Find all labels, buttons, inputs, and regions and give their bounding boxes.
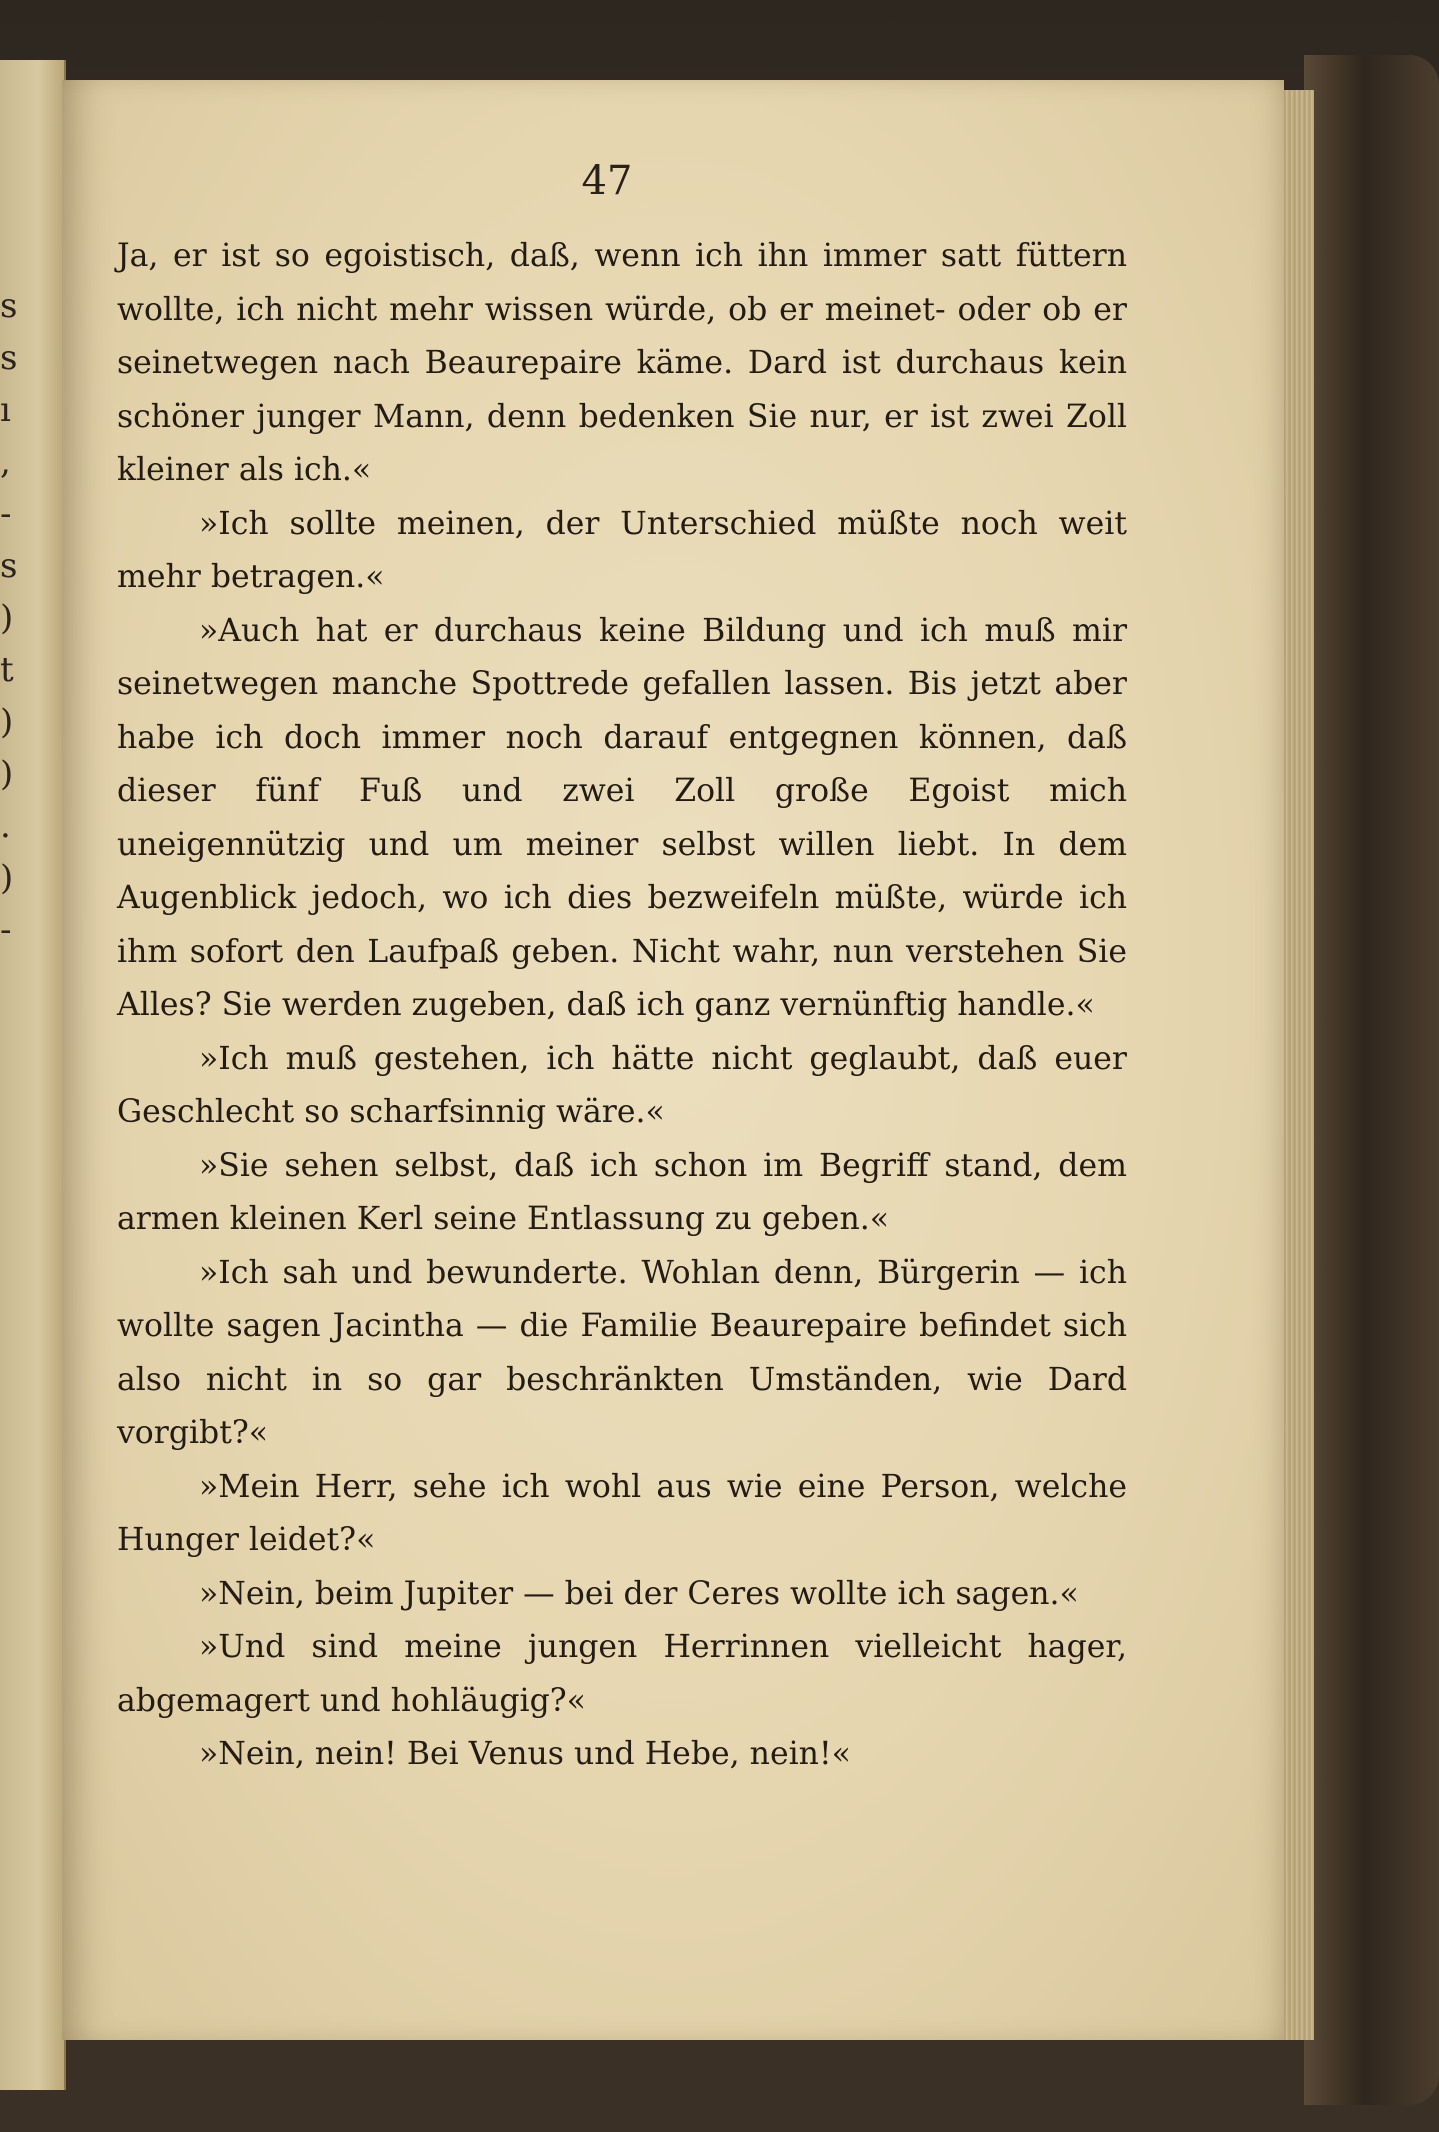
paragraph: »Auch hat er durchaus keine Bildung und ich muß mir seinetwegen manche Spottrede gefallen lassen. Bis jetzt aber habe ich doch immer noch darauf entgegnen können, daß dieser fünf Fuß und zwei Zoll große Egoist mich uneigennützig und um meiner selbst willen liebt. In dem Augenblick jedoch, wo ich dies bezweifeln müßte, würde ich ihm sofort den Laufpaß geben. Nicht wahr, nun verstehen Sie Alles? Sie werden zugeben, daß ich ganz vernünftig handle.« xyxy=(117,612,1127,1023)
paragraph: »Ich muß gestehen, ich hätte nicht geglaubt, daß euer Geschlecht so scharfsinnig wäre.« xyxy=(117,1040,1127,1130)
left-page-fragment: - xyxy=(0,910,12,950)
left-page-fragment: s xyxy=(0,338,18,378)
left-page-fragment: ) xyxy=(0,598,14,638)
left-page-edge xyxy=(0,60,66,2090)
left-page-fragment: - xyxy=(0,494,12,534)
paragraph: »Ich sollte meinen, der Unterschied müßte noch weit mehr betragen.« xyxy=(117,505,1127,595)
book-cover xyxy=(1304,55,1439,2105)
left-page-fragment: ı xyxy=(0,390,11,430)
left-page-fragments xyxy=(0,280,20,956)
left-page-fragment: t xyxy=(0,650,14,690)
left-page-fragment: ) xyxy=(0,702,14,742)
page-edges xyxy=(1282,90,1314,2040)
paragraph: »Ich sah und bewunderte. Wohlan denn, Bürgerin — ich wollte sagen Jacintha — die Familie Beaurepaire befindet sich also nicht in so gar beschränkten Umständen, wie Dard vorgibt?« xyxy=(117,1254,1127,1451)
paragraph: »Mein Herr, sehe ich wohl aus wie eine Person, welche Hunger leidet?« xyxy=(117,1468,1127,1558)
paragraph: Ja, er ist so egoistisch, daß, wenn ich ihn immer satt füttern wollte, ich nicht mehr wissen würde, ob er meinet- oder ob er seinetwegen nach Beaurepaire käme. Dard ist durchaus kein schöner junger Mann, denn bedenken Sie nur, er ist zwei Zoll kleiner als ich.« xyxy=(117,238,1127,488)
left-page-fragment: ) xyxy=(0,858,14,898)
left-page-fragment: s xyxy=(0,546,18,586)
paragraph: »Nein, beim Jupiter — bei der Ceres wollte ich sagen.« xyxy=(199,1575,1079,1612)
left-page-fragment: s xyxy=(0,286,18,326)
paragraph: »Und sind meine jungen Herrinnen vielleicht hager, abgemagert und hohläugig?« xyxy=(117,1629,1127,1719)
page-number: 47 xyxy=(581,158,633,204)
paragraph: »Nein, nein! Bei Venus und Hebe, nein!« xyxy=(199,1736,851,1772)
paragraph: »Sie sehen selbst, daß ich schon im Begriff stand, dem armen kleinen Kerl seine Entlassung zu geben.« xyxy=(117,1147,1127,1237)
left-page-fragment: ) xyxy=(0,754,14,794)
text-block xyxy=(117,230,1127,1782)
left-page-fragment: . xyxy=(0,806,11,846)
left-page-fragment: , xyxy=(0,442,11,482)
book-page xyxy=(62,80,1284,2040)
